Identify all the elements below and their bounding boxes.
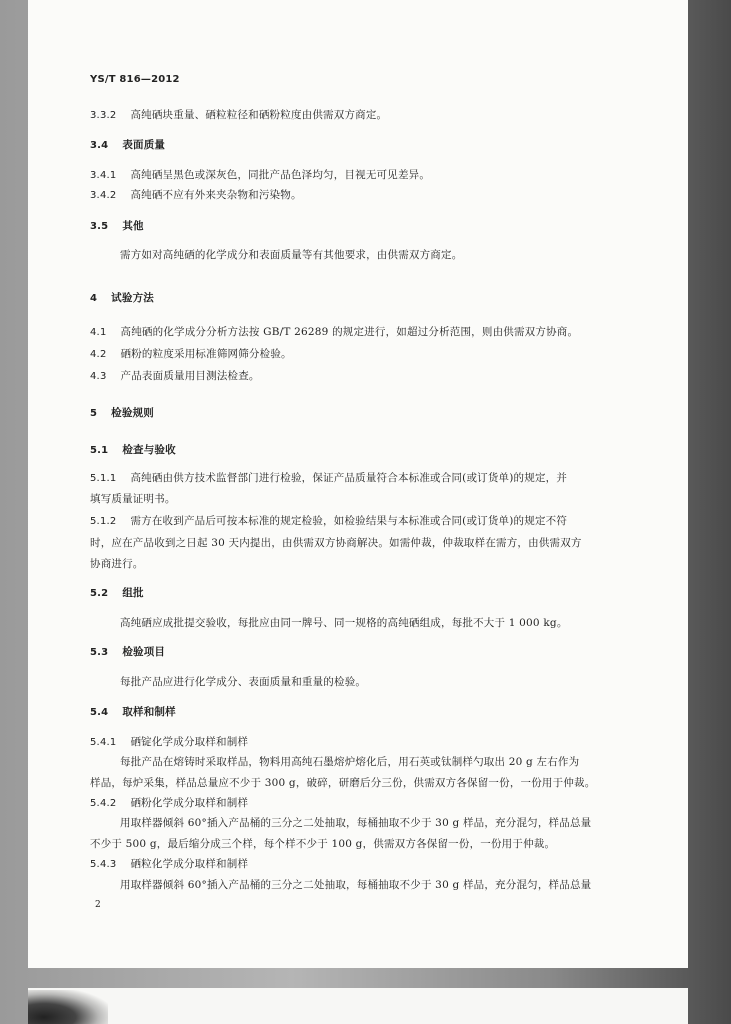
- heading-5-2: 5.2 组批: [90, 587, 144, 599]
- clause-5-4-1-line2: 样品，每炉采集，样品总量应不少于 300 g，破碎，研磨后分三份，供需双方各保留一份，一份用于仲裁。: [90, 777, 596, 789]
- clause-5-4-2-line2: 不少于 500 g，最后缩分成三个样，每个样不少于 100 g，供需双方各保留一份，一份用于仲裁。: [90, 838, 556, 850]
- heading-5-1: 5.1 检查与验收: [90, 444, 176, 456]
- clause-4-2: 4.2 硒粉的粒度采用标准筛网筛分检验。: [90, 348, 292, 360]
- clause-3-4-2: 3.4.2 高纯硒不应有外来夹杂物和污染物。: [90, 189, 302, 201]
- heading-3-4: 3.4 表面质量: [90, 139, 166, 151]
- scan-smudge: [28, 990, 108, 1024]
- page-number: 2: [95, 900, 101, 910]
- clause-4-1: 4.1 高纯硒的化学成分分析方法按 GB/T 26289 的规定进行，如超过分析范围，则由供需双方协商。: [90, 326, 579, 338]
- next-page-strip: [28, 988, 688, 1024]
- heading-3-5: 3.5 其他: [90, 220, 144, 232]
- heading-5: 5 检验规则: [90, 407, 154, 419]
- paragraph-5-2: 高纯硒应成批提交验收，每批应由同一牌号、同一规格的高纯硒组成，每批不大于 1 000 kg。: [120, 617, 568, 629]
- clause-5-1-2: 5.1.2 需方在收到产品后可按本标准的规定检验，如检验结果与本标准或合同(或订货单)的规定不符: [90, 515, 568, 527]
- heading-5-3: 5.3 检验项目: [90, 646, 166, 658]
- clause-3-3-2: 3.3.2 高纯硒块重量、硒粒粒径和硒粉粒度由供需双方商定。: [90, 109, 388, 121]
- standard-code: YS/T 816—2012: [90, 74, 180, 85]
- heading-4: 4 试验方法: [90, 292, 154, 304]
- clause-5-4-2: 5.4.2 硒粉化学成分取样和制样: [90, 797, 249, 809]
- paragraph-5-3: 每批产品应进行化学成分、表面质量和重量的检验。: [120, 676, 367, 688]
- clause-5-1-2-cont1: 时，应在产品收到之日起 30 天内提出，由供需双方协商解决。如需仲裁，仲裁取样在需方，由供需双方: [90, 537, 582, 549]
- clause-5-4-1: 5.4.1 硒锭化学成分取样和制样: [90, 736, 249, 748]
- clause-5-1-2-cont2: 协商进行。: [90, 558, 144, 570]
- clause-5-4-1-line1: 每批产品在熔铸时采取样品，物料用高纯石墨熔炉熔化后，用石英或钛制样勺取出 20 g 左右作为: [120, 756, 580, 768]
- heading-5-4: 5.4 取样和制样: [90, 706, 176, 718]
- paragraph-3-5: 需方如对高纯硒的化学成分和表面质量等有其他要求，由供需双方商定。: [120, 249, 463, 261]
- clause-5-4-2-line1: 用取样器倾斜 60°插入产品桶的三分之二处抽取，每桶抽取不少于 30 g 样品，充分混匀，样品总量: [120, 817, 592, 829]
- clause-5-1-1: 5.1.1 高纯硒由供方技术监督部门进行检验，保证产品质量符合本标准或合同(或订货单)的规定，并: [90, 472, 568, 484]
- clause-4-3: 4.3 产品表面质量用目测法检查。: [90, 370, 260, 382]
- clause-5-1-1-cont: 填写质量证明书。: [90, 493, 176, 505]
- clause-3-4-1: 3.4.1 高纯硒呈黑色或深灰色，同批产品色泽均匀，目视无可见差异。: [90, 169, 431, 181]
- clause-5-4-3: 5.4.3 硒粒化学成分取样和制样: [90, 858, 249, 870]
- clause-5-4-3-line1: 用取样器倾斜 60°插入产品桶的三分之二处抽取，每桶抽取不少于 30 g 样品，充分混匀，样品总量: [120, 879, 592, 891]
